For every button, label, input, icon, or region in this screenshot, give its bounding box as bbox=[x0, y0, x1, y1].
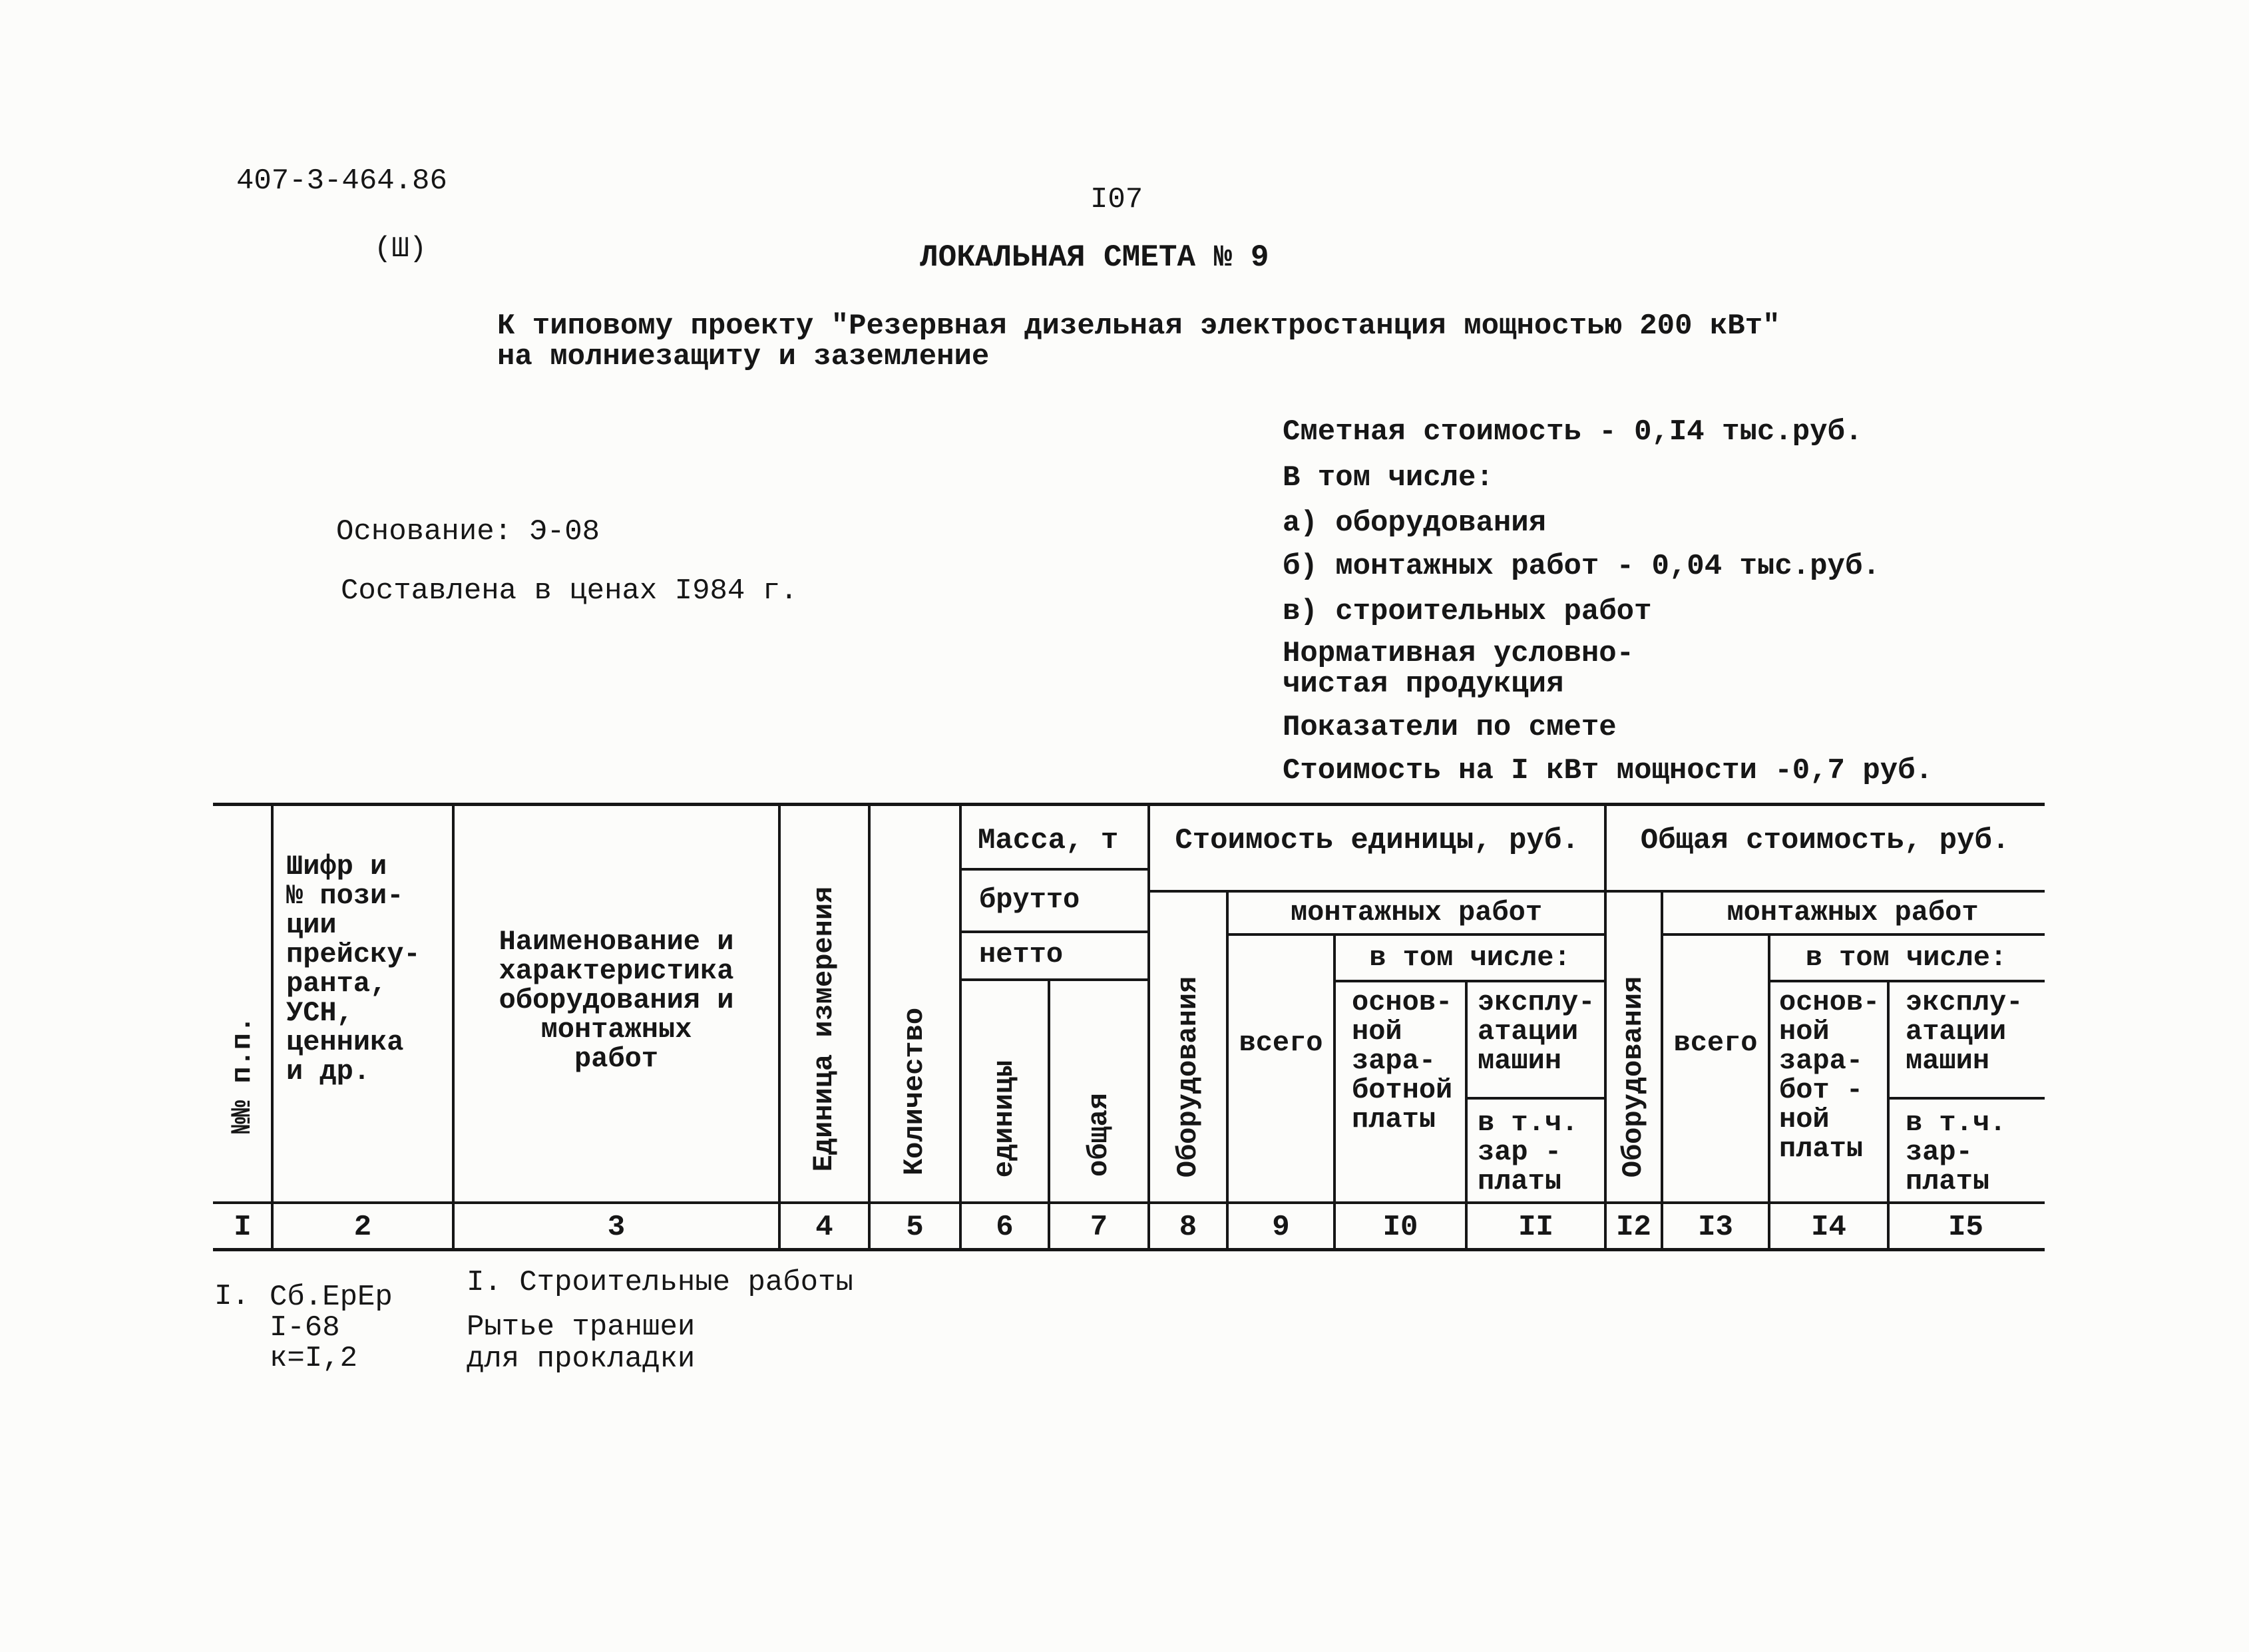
table-border bbox=[271, 804, 274, 1251]
page-number: I07 bbox=[1090, 183, 1143, 216]
column-number: I2 bbox=[1616, 1211, 1651, 1244]
header-unit-cost-installation: монтажных работ bbox=[1290, 897, 1543, 929]
header-unit-cost-machines: эксплу- атации машин bbox=[1478, 986, 1595, 1077]
column-number: 2 bbox=[353, 1211, 372, 1244]
column-number: I4 bbox=[1811, 1211, 1846, 1244]
header-total-cost-installation: монтажных работ bbox=[1727, 897, 1979, 929]
table-border bbox=[1226, 891, 1229, 1251]
header-total-cost-wages: основ- ной зара- бот - ной платы bbox=[1779, 986, 1880, 1165]
column-number: 3 bbox=[607, 1211, 626, 1244]
table-border bbox=[959, 804, 962, 1251]
table-border bbox=[1888, 1097, 2045, 1100]
table-border bbox=[1466, 1097, 1607, 1100]
document-title: ЛОКАЛЬНАЯ СМЕТА № 9 bbox=[920, 240, 1269, 275]
header-mass-net: нетто bbox=[979, 938, 1064, 970]
price-level: Составлена в ценах I984 г. bbox=[341, 574, 798, 608]
summary-estimated-cost: Сметная стоимость - 0,I4 тыс.руб. bbox=[1283, 415, 1863, 449]
header-price-code: Шифр и № пози- ции прейску- ранта, УСН, ценника и др. bbox=[286, 851, 421, 1088]
table-border bbox=[960, 868, 1150, 871]
table-border bbox=[1334, 980, 1607, 982]
summary-equipment: а) оборудования bbox=[1283, 507, 1547, 540]
header-row-number: №№ п.п. bbox=[226, 1016, 258, 1134]
header-unit-cost-machine-wages: в т.ч. зар - платы bbox=[1478, 1107, 1579, 1197]
column-number: I3 bbox=[1698, 1211, 1733, 1244]
table-border bbox=[1662, 933, 2045, 936]
table-border bbox=[960, 930, 1150, 933]
row-item-name: Рытье траншеи для прокладки bbox=[467, 1311, 696, 1376]
sheet-mark: (Ш) bbox=[374, 232, 427, 266]
column-number: 5 bbox=[906, 1211, 924, 1244]
subtitle-line-1: К типовому проекту "Резервная дизельная электростанция мощностью 200 кВт" bbox=[497, 310, 1780, 343]
summary-including: В том числе: bbox=[1283, 461, 1494, 495]
table-border bbox=[1333, 934, 1336, 1251]
summary-normative-line-2: чистая продукция bbox=[1283, 668, 1564, 701]
estimate-basis: Основание: Э-08 bbox=[336, 515, 600, 548]
header-item-name: Наименование и характеристика оборудования и монтажных работ bbox=[499, 926, 734, 1075]
subtitle-line-2: на молниезащиту и заземление bbox=[497, 340, 990, 373]
summary-installation: б) монтажных работ - 0,04 тыс.руб. bbox=[1283, 550, 1880, 583]
column-number: 4 bbox=[815, 1211, 833, 1244]
table-border bbox=[1661, 891, 1663, 1251]
row-price-code: Сб.ЕрЕр I-68 к=I,2 bbox=[270, 1281, 393, 1375]
column-number: 6 bbox=[996, 1211, 1014, 1244]
table-border bbox=[1768, 934, 1770, 1251]
header-mass-per-unit: единицы bbox=[988, 1060, 1020, 1178]
header-total-cost-all: всего bbox=[1673, 1027, 1758, 1059]
table-border bbox=[1769, 980, 2045, 982]
header-unit-cost-equipment: Оборудования bbox=[1172, 976, 1204, 1178]
summary-cost-per-kw: Стоимость на I кВт мощности -0,7 руб. bbox=[1283, 754, 1933, 787]
column-number: 8 bbox=[1179, 1211, 1197, 1244]
table-border bbox=[1147, 804, 1150, 1251]
header-total-cost: Общая стоимость, руб. bbox=[1640, 824, 2010, 857]
section-title: I. Строительные работы bbox=[467, 1266, 853, 1299]
document-code: 407-3-464.86 bbox=[236, 164, 447, 198]
header-total-cost-including: в том числе: bbox=[1805, 942, 2007, 974]
header-unit-cost-all: всего bbox=[1239, 1027, 1323, 1059]
column-number: I0 bbox=[1382, 1211, 1418, 1244]
header-mass-total: общая bbox=[1083, 1092, 1115, 1177]
table-border bbox=[1227, 933, 1607, 936]
column-number: 9 bbox=[1272, 1211, 1290, 1244]
table-border bbox=[960, 978, 1150, 981]
header-total-cost-machine-wages: в т.ч. зар- платы bbox=[1906, 1107, 2007, 1197]
header-mass-gross: брутто bbox=[979, 884, 1080, 916]
header-unit-cost-wages: основ- ной зара- ботной платы bbox=[1352, 986, 1453, 1136]
column-number: II bbox=[1518, 1211, 1553, 1244]
header-mass: Масса, т bbox=[978, 824, 1119, 857]
table-border bbox=[213, 803, 2045, 806]
column-number: I5 bbox=[1948, 1211, 1983, 1244]
header-total-cost-machines: эксплу- атации машин bbox=[1906, 986, 2023, 1077]
summary-indicators: Показатели по смете bbox=[1283, 711, 1617, 744]
column-number: I bbox=[234, 1211, 252, 1244]
table-border bbox=[1604, 804, 1607, 1251]
summary-construction: в) строительных работ bbox=[1283, 595, 1652, 628]
summary-normative-line-1: Нормативная условно- bbox=[1283, 637, 1635, 670]
row-number: I. bbox=[214, 1280, 250, 1313]
header-unit-cost: Стоимость единицы, руб. bbox=[1175, 824, 1579, 857]
column-number: 7 bbox=[1090, 1211, 1108, 1244]
header-unit-cost-including: в том числе: bbox=[1369, 942, 1571, 974]
header-total-cost-equipment: Оборудования bbox=[1617, 976, 1649, 1178]
table-border bbox=[868, 804, 871, 1251]
estimate-table bbox=[213, 804, 2045, 1253]
header-quantity: Количество bbox=[899, 1007, 930, 1176]
header-unit: Единица измерения bbox=[808, 886, 840, 1172]
table-border bbox=[1149, 890, 2045, 893]
